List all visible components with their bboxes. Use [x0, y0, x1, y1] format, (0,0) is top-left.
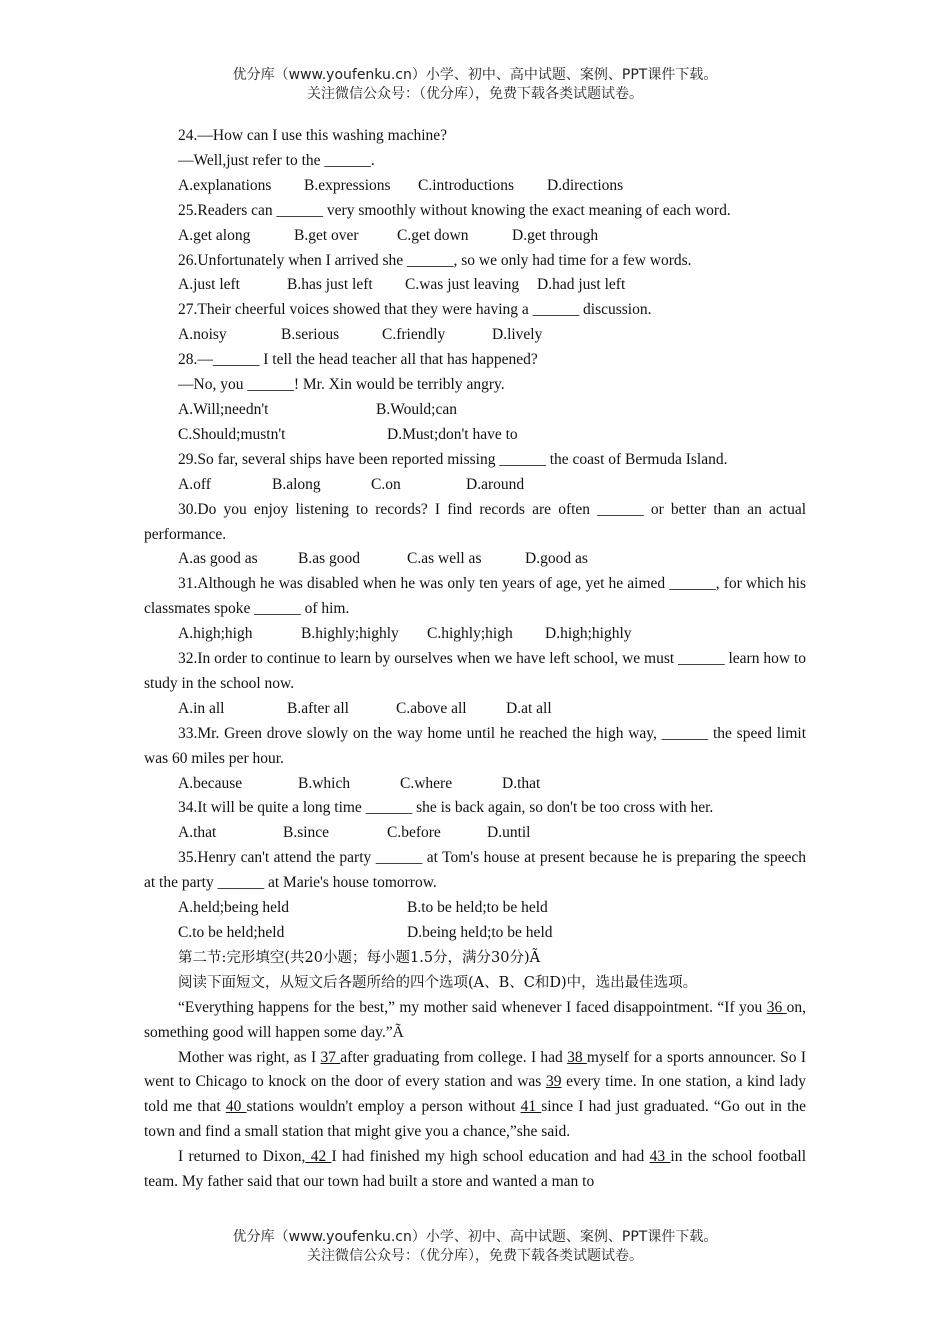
option-a: A.because: [178, 774, 243, 792]
passage-text: I returned to Dixon,: [178, 1148, 306, 1166]
option-b: B.as good: [298, 550, 360, 568]
question-24-stem: 24.—How can I use this washing machine?: [178, 127, 448, 144]
blank-40: 40: [225, 1098, 247, 1116]
option-d: D.lively: [492, 326, 543, 344]
passage-text: on, something good will happen some day.”Ã: [144, 998, 806, 1041]
option-c: C.highly;high: [427, 625, 513, 643]
question-31-options: [144, 622, 806, 647]
option-c: C.get down: [397, 226, 469, 244]
exam-body: [144, 124, 806, 1195]
page-footer: [0, 1228, 950, 1266]
passage-text: Mother was right, as I: [178, 1048, 321, 1066]
passage-text: since I had just graduated. “Go out in the town and find a small station that might give you a chance,”she said.: [144, 1098, 807, 1141]
question-24-reply: —Well,just refer to the ______.: [178, 151, 375, 169]
option-b: B.since: [283, 824, 330, 842]
section-2-instruction: 阅读下面短文，从短文后各题所给的四个选项(A、B、C和D)中，选出最佳选项。: [178, 974, 698, 991]
question-27-options: [144, 323, 806, 348]
option-d: D.directions: [547, 176, 624, 194]
blank-36: 36: [766, 998, 787, 1016]
passage-text: myself for a sports announcer. So I went to Chicago to knock on the door of every station and was: [144, 1048, 807, 1091]
header-line-2: 关注微信公众号：（优分库），免费下载各类试题试卷。: [307, 86, 643, 102]
option-c: C.as well as: [407, 550, 482, 568]
option-d: D.get through: [512, 226, 599, 244]
question-35-options-row-1: [144, 896, 806, 921]
blank-39: 39: [545, 1073, 562, 1091]
option-b: B.has just left: [287, 276, 373, 294]
option-c: C.on: [371, 475, 401, 493]
question-35-options-row-2: [144, 921, 806, 946]
question-34-stem: 34.It will be quite a long time ______ she is back again, so don't be too cross with her.: [178, 799, 714, 817]
question-29-stem: 29.So far, several ships have been reported missing ______ the coast of Bermuda Island.: [178, 450, 728, 468]
passage-paragraph-3: [144, 1145, 806, 1195]
option-a: A.that: [178, 824, 217, 842]
option-d: D.high;highly: [545, 625, 632, 643]
question-31-stem: 31.Although he was disabled when he was only ten years of age, yet he aimed ______, for which his classmates spoke ______ of him.: [144, 575, 806, 618]
blank-43: 43: [649, 1148, 671, 1166]
question-34-options: [144, 821, 806, 846]
question-32-options: [144, 697, 806, 722]
option-b: B.which: [298, 774, 351, 792]
option-c: C.above all: [396, 699, 467, 717]
option-d: D.Must;don't have to: [387, 425, 518, 443]
option-a: A.get along: [178, 226, 251, 244]
blank-42: 42: [305, 1148, 332, 1166]
option-c: C.to be held;held: [178, 924, 285, 941]
question-30-stem: 30.Do you enjoy listening to records? I find records are often ______ or better than an actual performance.: [144, 500, 806, 543]
option-d: D.good as: [525, 550, 588, 568]
question-28-options-row-1: [144, 398, 806, 423]
page-header: [0, 66, 950, 104]
question-32-stem: 32.In order to continue to learn by ourselves when we have left school, we must ______ learn how to study in the school now.: [144, 650, 806, 692]
blank-37: 37: [320, 1048, 341, 1066]
option-a: A.high;high: [178, 625, 253, 643]
question-33-stem: 33.Mr. Green drove slowly on the way home until he reached the high way, ______ the speed limit was 60 miles per hour.: [144, 724, 806, 767]
option-a: A.just left: [178, 276, 240, 294]
option-a: A.noisy: [178, 326, 227, 344]
option-d: D.that: [502, 774, 541, 792]
passage-text: in the school football team. My father said that our town had built a store and wanted a man to: [144, 1148, 807, 1191]
passage-text: stations wouldn't employ a person without: [246, 1098, 521, 1116]
question-25-options: [144, 224, 806, 249]
footer-line-2: 关注微信公众号：（优分库），免费下载各类试题试卷。: [307, 1248, 643, 1264]
question-24-options: [144, 174, 806, 199]
option-b: B.serious: [281, 326, 340, 344]
option-a: A.held;being held: [178, 899, 290, 917]
option-a: A.as good as: [178, 550, 258, 568]
question-35-stem: 35.Henry can't attend the party ______ at Tom's house at present because he is preparing the speech at the party ______ at Marie's house tomorrow.: [144, 849, 806, 892]
question-30-options: [144, 547, 806, 572]
option-b: B.expressions: [304, 176, 391, 194]
option-c: C.where: [400, 774, 453, 792]
question-26-options: [144, 273, 806, 298]
section-2-title: 第二节:完形填空(共20小题；每小题1.5分，满分30分)Ã: [178, 949, 541, 966]
question-26-stem: 26.Unfortunately when I arrived she ______, so we only had time for a few words.: [178, 251, 692, 269]
option-a: A.in all: [178, 699, 225, 717]
option-d: D.until: [487, 824, 531, 842]
blank-38: 38: [567, 1048, 587, 1066]
header-line-1: 优分库（www.youfenku.cn）小学、初中、高中试题、案例、PPT课件下载。: [232, 67, 718, 83]
option-b: B.along: [272, 475, 321, 493]
passage-text: I had finished my high school education and had: [331, 1148, 650, 1166]
option-a: A.off: [178, 475, 211, 493]
option-c: C.Should;mustn't: [178, 425, 286, 443]
passage-text: after graduating from college. I had: [340, 1048, 568, 1066]
option-d: D.at all: [506, 699, 552, 717]
question-28-options-row-2: [144, 423, 806, 448]
option-d: D.being held;to be held: [407, 924, 553, 941]
option-c: C.friendly: [382, 326, 446, 344]
question-28-stem: 28.—______ I tell the head teacher all that has happened?: [178, 351, 538, 369]
question-27-stem: 27.Their cheerful voices showed that they were having a ______ discussion.: [178, 301, 652, 319]
passage-text: “Everything happens for the best,” my mother said whenever I faced disappointment. “If you: [178, 998, 767, 1016]
question-33-options: [144, 772, 806, 797]
option-c: C.before: [387, 824, 441, 842]
question-29-options: [144, 473, 806, 498]
option-b: B.after all: [287, 699, 349, 717]
question-28-reply: —No, you ______! Mr. Xin would be terribly angry.: [178, 376, 505, 394]
option-d: D.around: [466, 475, 525, 493]
option-b: B.Would;can: [376, 400, 457, 418]
passage-paragraph-2: [144, 1046, 806, 1146]
option-c: C.introductions: [418, 176, 515, 194]
option-b: B.highly;highly: [301, 625, 399, 643]
passage-text: every time. In one station, a kind lady told me that: [144, 1073, 806, 1116]
passage-paragraph-1: [144, 996, 806, 1046]
option-b: B.to be held;to be held: [407, 899, 548, 917]
option-b: B.get over: [294, 226, 359, 244]
question-25-stem: 25.Readers can ______ very smoothly without knowing the exact meaning of each word.: [178, 201, 731, 219]
blank-41: 41: [520, 1098, 542, 1116]
option-a: A.Will;needn't: [178, 400, 269, 418]
option-c: C.was just leaving: [405, 276, 520, 294]
footer-line-1: 优分库（www.youfenku.cn）小学、初中、高中试题、案例、PPT课件下载。: [232, 1229, 718, 1245]
option-d: D.had just left: [537, 276, 626, 294]
option-a: A.explanations: [178, 176, 272, 194]
